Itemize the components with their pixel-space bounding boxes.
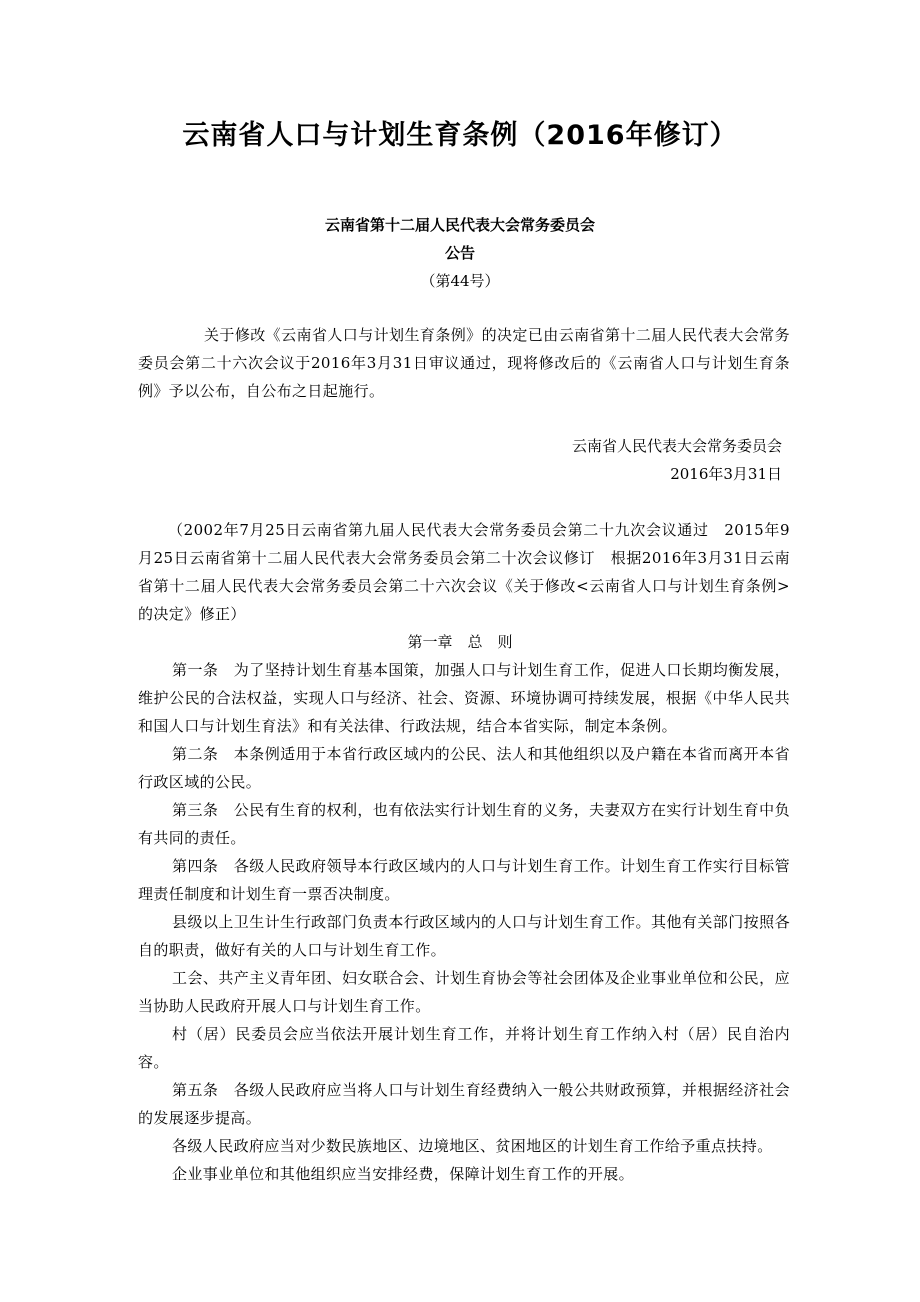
article-paragraph: 村（居）民委员会应当依法开展计划生育工作，并将计划生育工作纳入村（居）民自治内容。 — [138, 1025, 790, 1071]
signature-organization: 云南省人民代表大会常务委员会 — [571, 437, 782, 455]
issuing-authority: 云南省第十二届人民代表大会常务委员会 — [324, 216, 595, 234]
signature-block — [430, 432, 782, 488]
article-list — [138, 656, 790, 1188]
article-paragraph: 第四条 各级人民政府领导本行政区域内的人口与计划生育工作。计划生育工作实行目标管理责任制度和计划生育一票否决制度。 — [138, 857, 790, 903]
article-paragraph: 第二条 本条例适用于本省行政区域内的公民、法人和其他组织以及户籍在本省而离开本省行政区域的公民。 — [138, 745, 790, 791]
article-paragraph: 第五条 各级人民政府应当将人口与计划生育经费纳入一般公共财政预算，并根据经济社会的发展逐步提高。 — [138, 1081, 790, 1127]
article-paragraph: 各级人民政府应当对少数民族地区、边境地区、贫困地区的计划生育工作给予重点扶持。 — [172, 1137, 773, 1155]
article-paragraph: 第三条 公民有生育的权利，也有依法实行计划生育的义务，夫妻双方在实行计划生育中负有共同的责任。 — [138, 801, 790, 847]
article-paragraph: 企业事业单位和其他组织应当安排经费，保障计划生育工作的开展。 — [172, 1165, 635, 1183]
article-paragraph: 第一条 为了坚持计划生育基本国策，加强人口与计划生育工作，促进人口长期均衡发展，维护公民的合法权益，实现人口与经济、社会、资源、环境协调可持续发展，根据《中华人民共和国人口与计划生育法》和有关法律、行政法规，结合本省实际，制定本条例。 — [138, 661, 790, 735]
article-paragraph: 工会、共产主义青年团、妇女联合会、计划生育协会等社会团体及企业事业单位和公民，应当协助人民政府开展人口与计划生育工作。 — [138, 969, 790, 1015]
chapter-heading: 第一章 总 则 — [407, 633, 513, 651]
signature-date: 2016年3月31日 — [670, 465, 782, 483]
notice-heading: 公告 — [444, 244, 475, 262]
document-title: 云南省人口与计划生育条例（2016年修订） — [182, 120, 738, 151]
announcement-paragraph: 关于修改《云南省人口与计划生育条例》的决定已由云南省第十二届人民代表大会常务委员会第二十六次会议于2016年3月31日审议通过，现将修改后的《云南省人口与计划生育条例》予以公布，自公布之日起施行。 — [138, 326, 790, 400]
notice-number: （第44号） — [420, 272, 500, 290]
revision-history: （2002年7月25日云南省第九届人民代表大会常务委员会第二十九次会议通过 2015年9月25日云南省第十二届人民代表大会常务委员会第二十次会议修订 根据2016年3月31日云南省第十二届人民代表大会常务委员会第二十六次会议《关于修改<云南省人口与计划生育条例>的决定》修正） — [138, 521, 790, 623]
article-paragraph: 县级以上卫生计生行政部门负责本行政区域内的人口与计划生育工作。其他有关部门按照各自的职责，做好有关的人口与计划生育工作。 — [138, 913, 790, 959]
